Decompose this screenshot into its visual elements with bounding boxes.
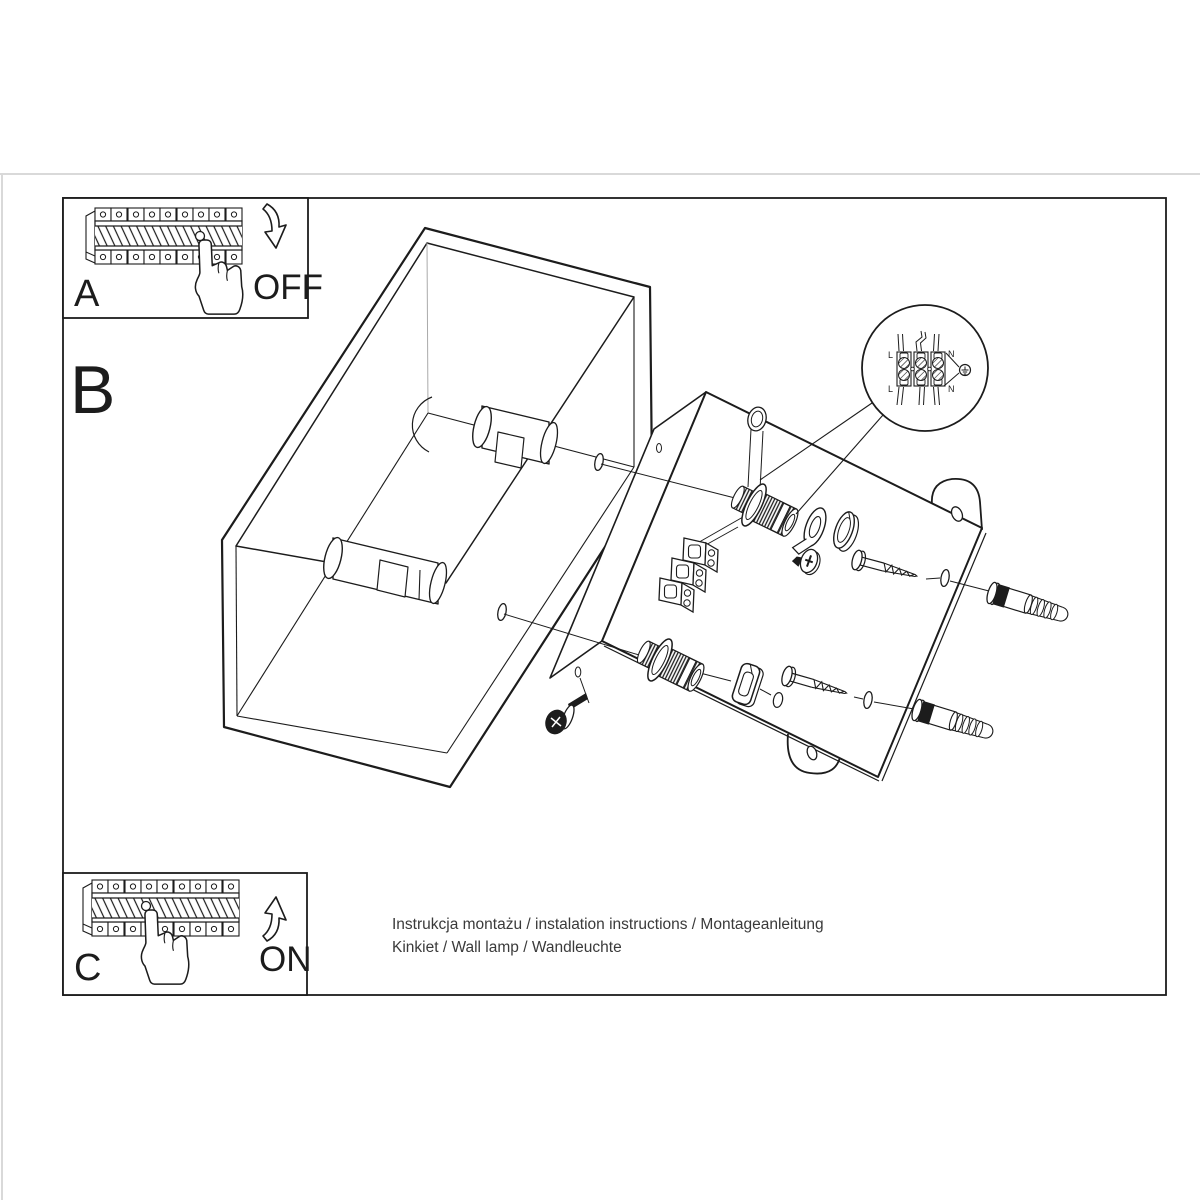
caption-line-2: Kinkiet / Wall lamp / Wandleuchte bbox=[392, 939, 622, 956]
step-c-box bbox=[63, 873, 312, 995]
terminal-block-detail bbox=[897, 352, 945, 386]
breaker-panel-icon bbox=[86, 208, 242, 264]
caption-line-1: Instrukcja montażu / instalation instructions / Montageanleitung bbox=[392, 916, 824, 933]
wire-label-l-top: L bbox=[887, 350, 893, 360]
step-c-label: C bbox=[74, 947, 102, 989]
breaker-panel-icon bbox=[83, 880, 239, 936]
wire-label-n-top: N bbox=[948, 349, 955, 359]
off-label: OFF bbox=[253, 268, 323, 307]
step-b-label: B bbox=[70, 352, 116, 428]
step-a-label: A bbox=[74, 273, 100, 315]
wire-label-n-bottom: N bbox=[948, 384, 955, 394]
wire-label-l-bottom: L bbox=[887, 384, 893, 394]
on-label: ON bbox=[259, 940, 312, 979]
step-a-box bbox=[63, 198, 323, 318]
